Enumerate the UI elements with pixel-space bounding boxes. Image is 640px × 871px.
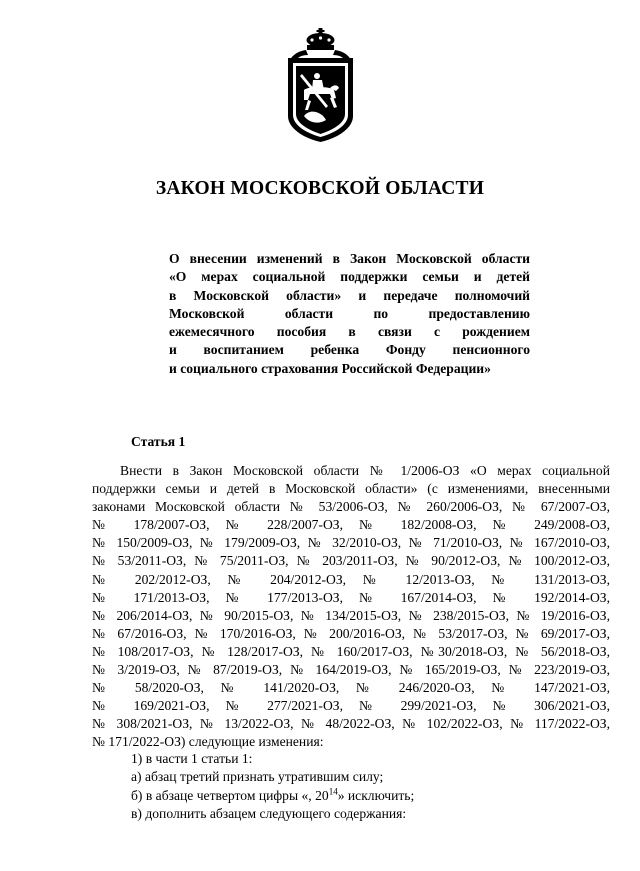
body-line: Внести в Закон Московской области № 1/2006-ОЗ «О мерах социальной <box>120 463 610 478</box>
amendment-list <box>131 750 414 824</box>
subject-line: и социального страхования Российской Федерации» <box>169 360 491 376</box>
body-line: поддержки семьи и детей в Московской области» (с изменениями, внесенными <box>92 481 610 497</box>
body-line: № 206/2014-ОЗ, № 90/2015-ОЗ, № 134/2015-ОЗ, № 238/2015-ОЗ, № 19/2016-ОЗ, <box>92 607 610 623</box>
subject-line: О внесении изменений в Закон Московской области <box>169 251 530 266</box>
subject-line: Московской области по предоставлению <box>169 305 530 321</box>
body-line: № 3/2019-ОЗ, № 87/2019-ОЗ, № 164/2019-ОЗ, № 165/2019-ОЗ, № 223/2019-ОЗ, <box>92 662 610 678</box>
superscript: 14 <box>328 786 338 797</box>
body-line: № 58/2020-ОЗ, № 141/2020-ОЗ, № 246/2020-ОЗ, № 147/2021-ОЗ, <box>92 680 610 696</box>
subitem-text: » исключить; <box>337 787 415 803</box>
body-line: № 308/2021-ОЗ, № 13/2022-ОЗ, № 48/2022-ОЗ, № 102/2022-ОЗ, № 117/2022-ОЗ, <box>92 716 610 732</box>
amendment-subitem: а) абзац третий признать утратившим силу; <box>131 769 384 785</box>
coat-of-arms-icon <box>282 28 359 144</box>
subitem-text: б) в абзаце четвертом цифры «, 20 <box>131 787 329 803</box>
body-line: № 171/2013-ОЗ, № 177/2013-ОЗ, № 167/2014-ОЗ, № 192/2014-ОЗ, <box>92 589 610 605</box>
body-line: № 202/2012-ОЗ, № 204/2012-ОЗ, № 12/2013-ОЗ, № 131/2013-ОЗ, <box>92 571 610 587</box>
article-body <box>92 462 610 752</box>
law-subject <box>169 250 530 378</box>
article-heading: Статья 1 <box>131 434 186 449</box>
subject-line: ежемесячного пособия в связи с рождением <box>169 324 530 340</box>
body-line: № 169/2021-ОЗ, № 277/2021-ОЗ, № 299/2021-ОЗ, № 306/2021-ОЗ, <box>92 698 610 714</box>
subject-line: в Московской области» и передаче полномочий <box>169 287 530 303</box>
body-line: законами Московской области № 53/2006-ОЗ, № 260/2006-ОЗ, № 67/2007-ОЗ, <box>92 499 610 515</box>
amendment-subitem: в) дополнить абзацем следующего содержания: <box>131 806 407 822</box>
amendment-subitem <box>131 787 414 805</box>
body-line: № 150/2009-ОЗ, № 179/2009-ОЗ, № 32/2010-ОЗ, № 71/2010-ОЗ, № 167/2010-ОЗ, <box>92 535 610 551</box>
law-title: ЗАКОН МОСКОВСКОЙ ОБЛАСТИ <box>155 178 485 199</box>
body-line: № 178/2007-ОЗ, № 228/2007-ОЗ, № 182/2008-ОЗ, № 249/2008-ОЗ, <box>92 517 610 533</box>
body-line: № 171/2022-ОЗ) следующие изменения: <box>92 734 324 750</box>
body-line: № 53/2011-ОЗ, № 75/2011-ОЗ, № 203/2011-ОЗ, № 90/2012-ОЗ, № 100/2012-ОЗ, <box>92 553 610 569</box>
body-line: № 67/2016-ОЗ, № 170/2016-ОЗ, № 200/2016-ОЗ, № 53/2017-ОЗ, № 69/2017-ОЗ, <box>92 625 610 641</box>
body-line: № 108/2017-ОЗ, № 128/2017-ОЗ, № 160/2017-ОЗ, №30/2018-ОЗ, № 56/2018-ОЗ, <box>92 643 610 659</box>
subject-line: и воспитанием ребенка Фонду пенсионного <box>169 342 530 358</box>
amendment-item: 1) в части 1 статьи 1: <box>131 751 253 766</box>
subject-line: «О мерах социальной поддержки семьи и детей <box>169 269 530 285</box>
